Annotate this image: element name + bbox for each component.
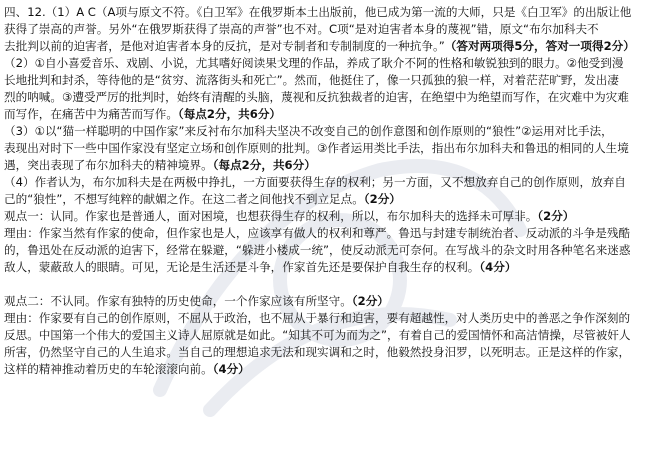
line-text: （3）①以“猫一样聪明的中国作家”来反衬布尔加科夫坚决不改变自己的创作意图和创作原则的“狼性”②运用对比手法， [4, 124, 613, 138]
line-text: 而写作，在痛苦中为痛苦而写作。 [4, 107, 178, 121]
line-text: 己的“狼性”，不想写纯粹的献媚之作。在这二者之间他找不到立足点。 [4, 192, 364, 206]
line-text: 获得了崇高的声誉。另外“在俄罗斯获得了崇高的声誉”也不对。C项“是对迫害者本身的蔑视”错，原文“布尔加科夫不 [4, 22, 599, 36]
text-line [4, 4, 648, 21]
score-note: （2分） [351, 294, 389, 308]
text-line [4, 21, 648, 38]
answer-document [4, 4, 648, 378]
score-note: （4分） [479, 260, 517, 274]
text-line [4, 140, 648, 157]
line-text: 四、12.（1）A C（A项与原文不符。《白卫军》在俄罗斯本土出版前，他已成为第一流的大师，只是《白卫军》的出版让他 [4, 5, 632, 19]
text-line [4, 208, 648, 225]
line-text: 长地批判和封杀，等待他的是“贫穷、流落街头和死亡”。然而，他挺住了，像一只孤独的狼一样，对着茫茫旷野，发出凄 [4, 73, 619, 87]
line-text: 的，鲁迅处在反动派的迫害下，经常在躲避，“躲进小楼成一统”，使反动派无可奈何。在写战斗的杂文时用各种笔名来迷惑 [4, 243, 631, 257]
text-line [4, 38, 648, 55]
text-line [4, 106, 648, 123]
text-line [4, 191, 648, 208]
score-note: （每点2分，共6分） [177, 107, 282, 121]
text-line [4, 276, 648, 293]
score-note: （2分） [363, 192, 401, 206]
text-line [4, 55, 648, 72]
line-text: 表现出对时下一些中国作家没有坚定立场和创作原则的批判。③作者运用类比手法，指出布尔加科夫和鲁迅的相同的人生境 [4, 141, 629, 155]
text-line [4, 72, 648, 89]
text-line [4, 293, 648, 310]
line-text: （4）作者认为，布尔加科夫是在两极中挣扎，一方面要获得生存的权利；另一方面，又不想放弃自己的创作原则，放弃自 [4, 175, 626, 189]
text-line [4, 123, 648, 140]
text-line [4, 225, 648, 242]
line-text: 观点二：不认同。作家有独特的历史使命，一个作家应该有所坚守。 [4, 294, 352, 308]
text-line [4, 157, 648, 174]
line-text: 敌人，蒙蔽敌人的眼睛。可见，无论是生活还是斗争，作家首先还是要保护自我生存的权利。 [4, 260, 480, 274]
text-line [4, 89, 648, 106]
line-text: 反思。中国第一个伟大的爱国主义诗人屈原就是如此。“知其不可为而为之”，有着自己的爱国情怀和高洁情操，尽管被奸人 [4, 328, 631, 342]
text-line [4, 344, 648, 361]
line-text: 理由：作家要有自己的创作原则，不屈从于政治，也不屈从于暴行和迫害，要有超越性，对人类历史中的善恶之争作深刻的 [4, 311, 631, 325]
line-text: 这样的精神推动着历史的车轮滚滚向前。 [4, 362, 213, 376]
line-text: 所害，仍然坚守自己的人生追求。当自己的理想追求无法和现实调和之时，他毅然投身汨罗，以死明志。正是这样的作家， [4, 345, 631, 359]
text-line [4, 259, 648, 276]
text-line [4, 310, 648, 327]
score-note: （每点2分，共6分） [212, 158, 316, 172]
line-text: 遇，突出表现了布尔加科夫的精神境界。 [4, 158, 213, 172]
line-text: （2）①自小喜爱音乐、戏剧、小说，尤其嗜好阅读果戈理的作品，养成了耿介不阿的性格和敏锐独到的眼力。②他受到漫 [4, 56, 624, 70]
line-text: 观点一：认同。作家也是普通人，面对困境，也想获得生存的权利，所以，布尔加科夫的选择未可厚非。 [4, 209, 538, 223]
score-note: （4分） [212, 362, 250, 376]
text-line [4, 327, 648, 344]
line-text: 去批判以前的迫害者，是他对迫害者本身的反抗，是对专制者和专制制度的一种抗争。” [4, 39, 445, 53]
score-note: （2分） [537, 209, 575, 223]
text-line [4, 242, 648, 259]
score-note: （答对两项得5分，答对一项得2分） [444, 39, 635, 53]
line-text: 理由：作家当然有作家的使命，但作家也是人，应该享有做人的权利和尊严。鲁迅与封建专制统治者、反动派的斗争是残酷 [4, 226, 631, 240]
line-text: 烈的呐喊。③遭受严厉的批判时，始终有清醒的头脑，蔑视和反抗独裁者的迫害，在绝望中为绝望而写作，在灾难中为灾难 [4, 90, 629, 104]
text-line [4, 361, 648, 378]
text-line [4, 174, 648, 191]
